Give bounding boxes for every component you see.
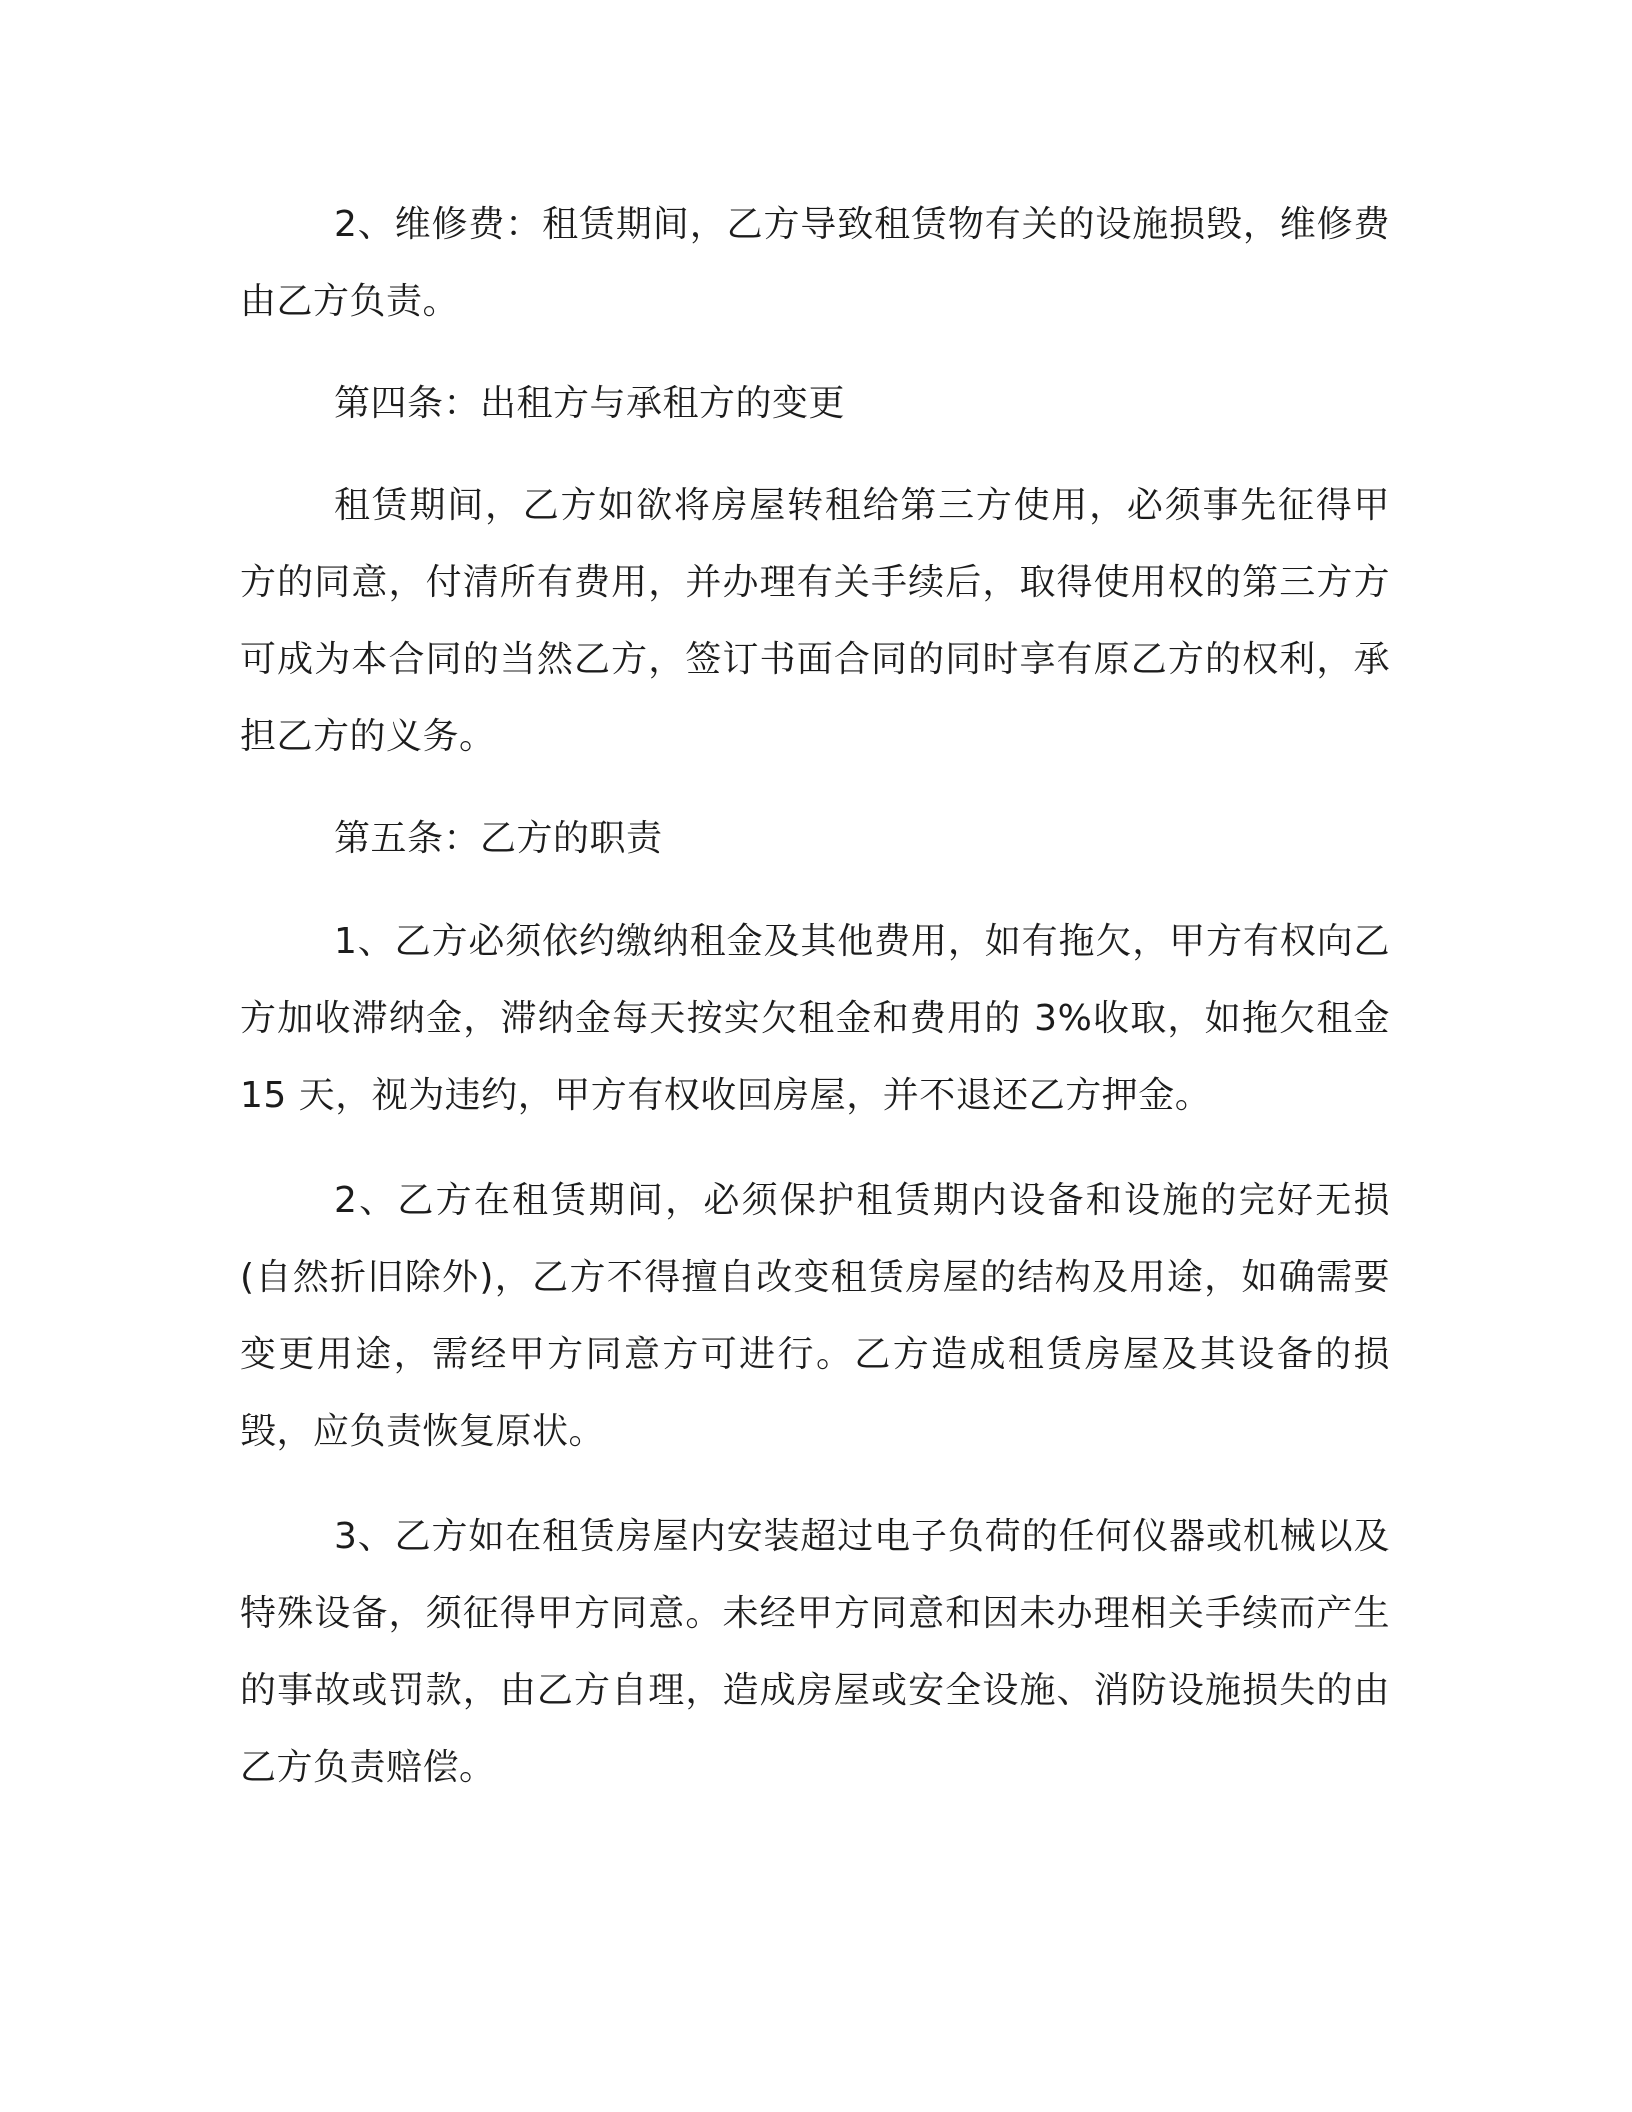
paragraph-sublease: 租赁期间，乙方如欲将房屋转租给第三方使用，必须事先征得甲方的同意，付清所有费用，并办理有关手续后，取得使用权的第三方方可成为本合同的当然乙方，签订书面合同的同时享有原乙方的权利，承担乙方的义务。 <box>240 485 1390 757</box>
article-four-heading: 第四条：出租方与承租方的变更 <box>334 383 846 424</box>
paragraph-rent-payment: 1、乙方必须依约缴纳租金及其他费用，如有拖欠，甲方有权向乙方加收滞纳金，滞纳金每天按实欠租金和费用的 3%收取，如拖欠租金 15 天，视为违约，甲方有权收回房屋，并不退还乙方押金。 <box>240 921 1390 1116</box>
paragraph-equipment-installation: 3、乙方如在租赁房屋内安装超过电子负荷的任何仪器或机械以及特殊设备，须征得甲方同意。未经甲方同意和因未办理相关手续而产生的事故或罚款，由乙方自理，造成房屋或安全设施、消防设施损失的由乙方负责赔偿。 <box>240 1516 1390 1788</box>
document-body <box>240 186 1390 1806</box>
article-five-heading: 第五条：乙方的职责 <box>334 818 663 859</box>
paragraph-maintenance-fee: 2、维修费：租赁期间，乙方导致租赁物有关的设施损毁，维修费由乙方负责。 <box>240 204 1390 322</box>
paragraph-facility-protection: 2、乙方在租赁期间，必须保护租赁期内设备和设施的完好无损(自然折旧除外)，乙方不得擅自改变租赁房屋的结构及用途，如确需要变更用途，需经甲方同意方可进行。乙方造成租赁房屋及其设备的损毁，应负责恢复原状。 <box>240 1180 1390 1452</box>
